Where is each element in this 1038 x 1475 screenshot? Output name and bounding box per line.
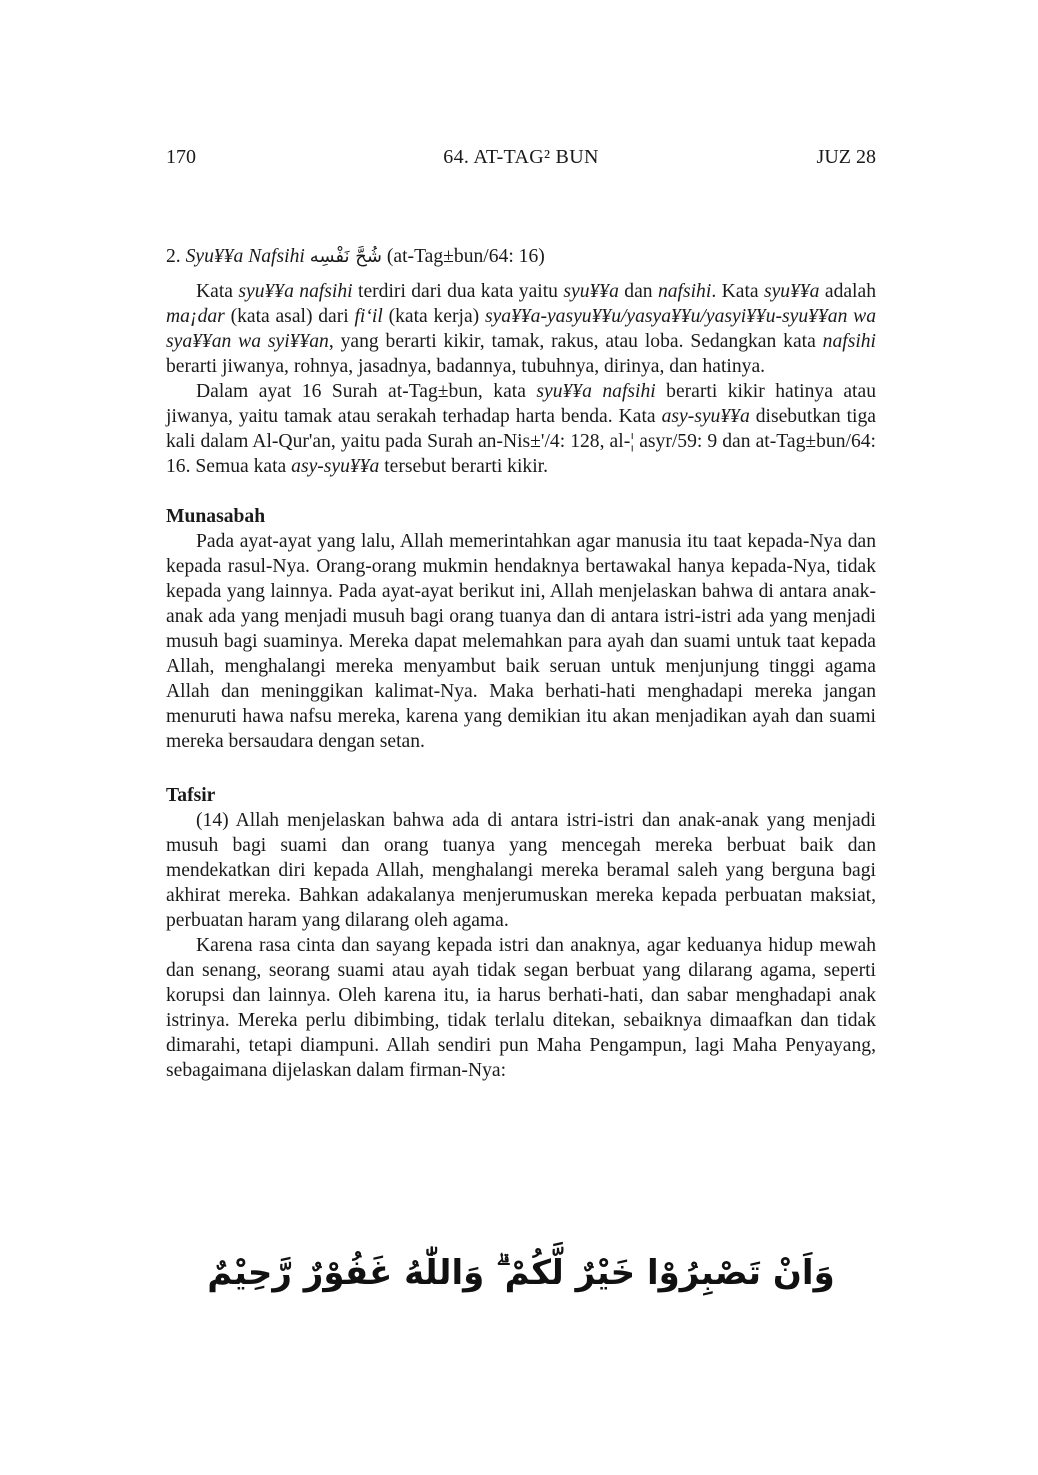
juz-label: JUZ 28 — [816, 146, 876, 168]
chapter-title: 64. AT-TAG² BUN — [443, 146, 599, 168]
vocab-paragraph-2: Dalam ayat 16 Surah at-Tag±bun, kata syu¥¥a nafsihi berarti kikir hatinya atau jiwanya, yaitu tamak atau serakah terhadap harta benda. Kata asy-syu¥¥a disebutkan tiga kali dalam Al-Qur'an, yaitu pada Surah an-Nis±'/4: 128, al-¦ asyr/59: 9 dan at-Tag±bun/64: 16. Semua kata asy-syu¥¥a tersebut berarti kikir. — [166, 381, 876, 477]
munasabah-paragraph: Pada ayat-ayat yang lalu, Allah memerintahkan agar manusia itu taat kepada-Nya dan kepada rasul-Nya. Orang-orang mukmin hendaknya bertawakal hanya kepada-Nya, tidak kepada yang lainnya. Pada ayat-ayat berikut ini, Allah menjelaskan bahwa di antara anak-anak ada yang menjadi musuh bagi orang tuanya dan di antara istri-istri ada yang menjadi musuh bagi suaminya. Mereka dapat melemahkan para ayah dan suami untuk taat kepada Allah, menghalangi mereka menyambut baik seruan untuk menjunjung tinggi agama Allah dan meninggikan kalimat-Nya. Maka berhati-hati menghadapi mereka jangan menuruti hawa nafsu mereka, karena yang demikian itu akan menjadikan ayah dan suami mereka bersaudara dengan setan. — [166, 531, 876, 752]
vocab-reference: (at-Tag±bun/64: 16) — [386, 246, 545, 267]
vocab-paragraph-1: Kata syu¥¥a nafsihi terdiri dari dua kata yaitu syu¥¥a dan nafsihi. Kata syu¥¥a adalah ma¡dar (kata asal) dari fi‘il (kata kerja) sya¥¥a-yasyu¥¥u/yasya¥¥u/yasyi¥¥u-syu¥¥an wa sya¥¥an wa syi¥¥an, yang berarti kikir, tamak, rakus, atau loba. Sedangkan kata nafsihi berarti jiwanya, rohnya, jasadnya, badannya, tubuhnya, dirinya, dan hatinya. — [166, 281, 877, 377]
vocab-heading — [166, 244, 876, 269]
munasabah-heading: Munasabah — [166, 506, 266, 527]
quran-verse: وَاَنْ تَصْبِرُوْا خَيْرٌ لَّكُمْ ۗ وَاللّٰهُ غَفُوْرٌ رَّحِيْمٌ — [207, 1253, 835, 1293]
tafsir-paragraph-1: (14) Allah menjelaskan bahwa ada di antara istri-istri dan anak-anak yang menjadi musuh bagi suami dan orang tuanya yang mencegah mereka berbuat baik dan mendekatkan diri kepada Allah, menghalangi mereka beramal saleh yang berguna bagi akhirat mereka. Bahkan adakalanya menjerumuskan mereka kepada perbuatan maksiat, perbuatan haram yang dilarang oleh agama. — [166, 810, 876, 931]
tafsir-heading: Tafsir — [166, 785, 216, 806]
tafsir-paragraph-2: Karena rasa cinta dan sayang kepada istri dan anaknya, agar keduanya hidup mewah dan senang, seorang suami atau ayah tidak segan berbuat yang dilarang agama, seperti korupsi dan lainnya. Oleh karena itu, ia harus berhati-hati, dan sabar menghadapi anak istrinya. Mereka perlu dibimbing, tidak terlalu ditekan, sebaiknya dimaafkan dan tidak dimarahi, tetapi diampuni. Allah sendiri pun Maha Pengampun, lagi Maha Penyayang, sebagaimana dijelaskan dalam firman-Nya: — [166, 935, 876, 1081]
page-body — [166, 244, 876, 1083]
vocab-arabic: شُحَّ نَفْسِه — [309, 246, 382, 267]
vocab-term: Syu¥¥a Nafsihi — [185, 246, 305, 267]
vocab-number: 2. — [166, 246, 181, 267]
page-header — [166, 146, 876, 172]
page-number: 170 — [166, 146, 196, 168]
